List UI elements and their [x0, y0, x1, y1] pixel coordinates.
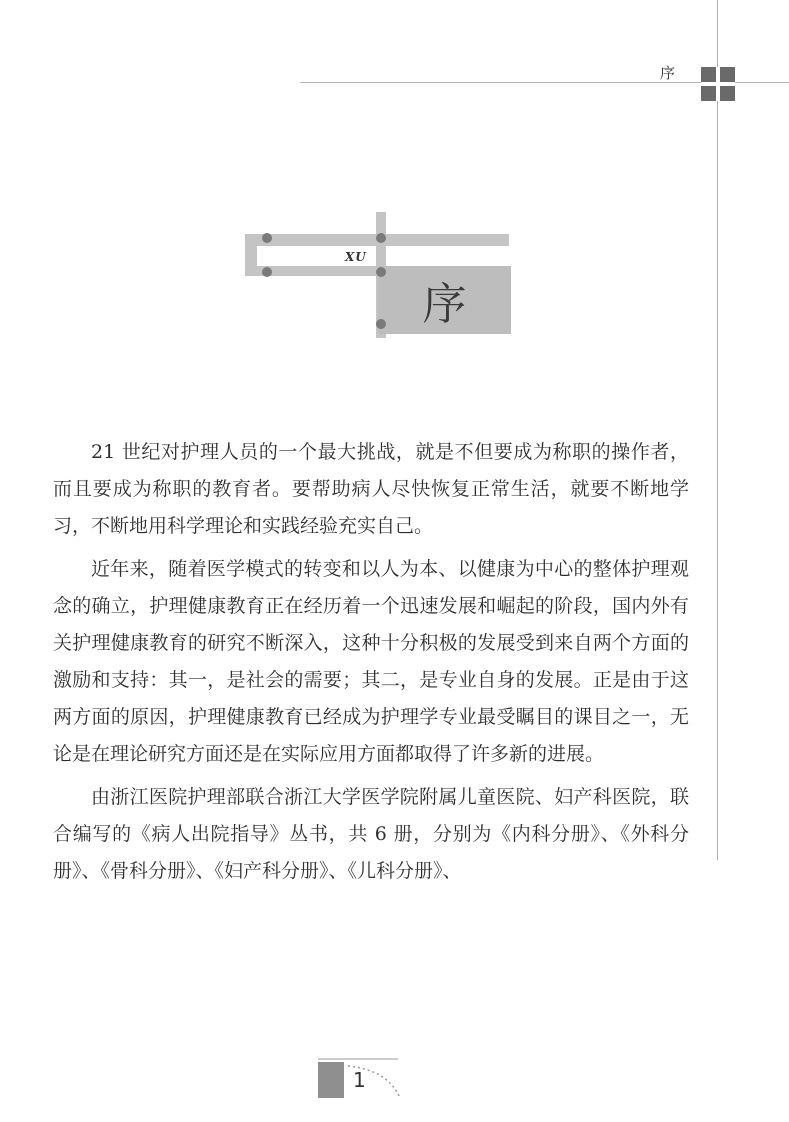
paragraph-2: 近年来，随着医学模式的转变和以人为本、以健康为中心的整体护理观念的确立，护理健康教育正在经历着一个迅速发展和崛起的阶段，国内外有关护理健康教育的研究不断深入，这种十分积极的发展受到来自两个方面的激励和支持：其一，是社会的需要；其二，是专业自身的发展。正是由于这两方面的原因，护理健康教育已经成为护理学专业最受瞩目的课目之一，无论是在理论研究方面还是在实际应用方面都取得了许多新的进展。 [53, 558, 689, 765]
paragraph-1: 21 世纪对护理人员的一个最大挑战，就是不但要成为称职的操作者，而且要成为称职的教育者。要帮助病人尽快恢复正常生活，就要不断地学习，不断地用科学理论和实践经验充实自己。 [53, 441, 689, 537]
paragraph-3: 由浙江医院护理部联合浙江大学医学院附属儿童医院、妇产科医院，联合编写的《病人出院指导》丛书，共 6 册，分别为《内科分册》、《外科分册》、《骨科分册》、《妇产科分册》、《儿科分册》、 [53, 786, 689, 882]
chapter-title: 序 [422, 279, 467, 330]
header-cross-icon [701, 67, 735, 101]
running-header-title: 序 [660, 64, 676, 82]
chapter-pinyin-label: XU [345, 250, 367, 264]
page-number: 1 [353, 1068, 366, 1092]
margin-vertical-rule [717, 0, 718, 860]
body-text [53, 434, 689, 896]
